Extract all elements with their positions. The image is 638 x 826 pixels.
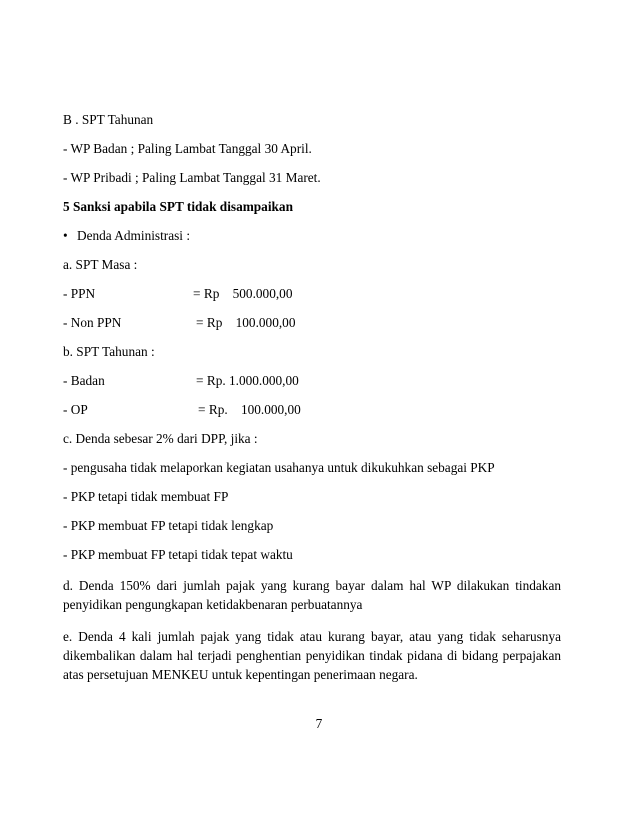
- bullet-label: Denda Administrasi :: [77, 228, 191, 243]
- section-heading: B . SPT Tahunan: [63, 112, 154, 127]
- row-name: - Badan: [63, 373, 105, 388]
- spt-tahunan-row-op: [63, 402, 301, 418]
- paragraph-e: e. Denda 4 kali jumlah pajak yang tidak atau kurang bayar, atau yang tidak seharusnya dikembalikan dalam hal terjadi penghentian penyidikan tindak pidana di bidang perpajakan atas persetujuan MENKEU untuk kepentingan penerimaan negara.: [63, 629, 561, 682]
- deadline-pribadi: - WP Pribadi ; Paling Lambat Tanggal 31 Maret.: [63, 170, 321, 185]
- spt-masa-row-ppn: [63, 286, 293, 302]
- spt-tahunan-label: b. SPT Tahunan :: [63, 344, 155, 359]
- row-name: - PPN: [63, 286, 96, 301]
- bullet-icon: •: [63, 228, 68, 243]
- paragraph-d: d. Denda 150% dari jumlah pajak yang kurang bayar dalam hal WP dilakukan tindakan penyidikan pengungkapan ketidakbenaran perbuatannya: [63, 578, 561, 612]
- deadline-badan: - WP Badan ; Paling Lambat Tanggal 30 April.: [63, 141, 312, 156]
- page-number: 7: [315, 716, 323, 731]
- denda-dpp-item: - PKP tetapi tidak membuat FP: [63, 489, 229, 504]
- spt-masa-row-non-ppn: [63, 315, 296, 331]
- row-amount: = Rp 500.000,00: [193, 286, 293, 301]
- sanction-heading: 5 Sanksi apabila SPT tidak disampaikan: [63, 199, 293, 214]
- denda-dpp-label: c. Denda sebesar 2% dari DPP, jika :: [63, 431, 258, 446]
- row-amount: = Rp. 100.000,00: [198, 402, 301, 417]
- row-name: - Non PPN: [63, 315, 122, 330]
- row-amount: = Rp. 1.000.000,00: [196, 373, 299, 388]
- row-amount: = Rp 100.000,00: [196, 315, 296, 330]
- spt-masa-label: a. SPT Masa :: [63, 257, 138, 272]
- denda-dpp-item: - PKP membuat FP tetapi tidak tepat waktu: [63, 547, 293, 562]
- denda-dpp-item: - pengusaha tidak melaporkan kegiatan usahanya untuk dikukuhkan sebagai PKP: [63, 460, 495, 475]
- spt-tahunan-row-badan: [63, 373, 299, 389]
- bullet-item: [63, 228, 190, 244]
- denda-dpp-item: - PKP membuat FP tetapi tidak lengkap: [63, 518, 274, 533]
- row-name: - OP: [63, 402, 88, 417]
